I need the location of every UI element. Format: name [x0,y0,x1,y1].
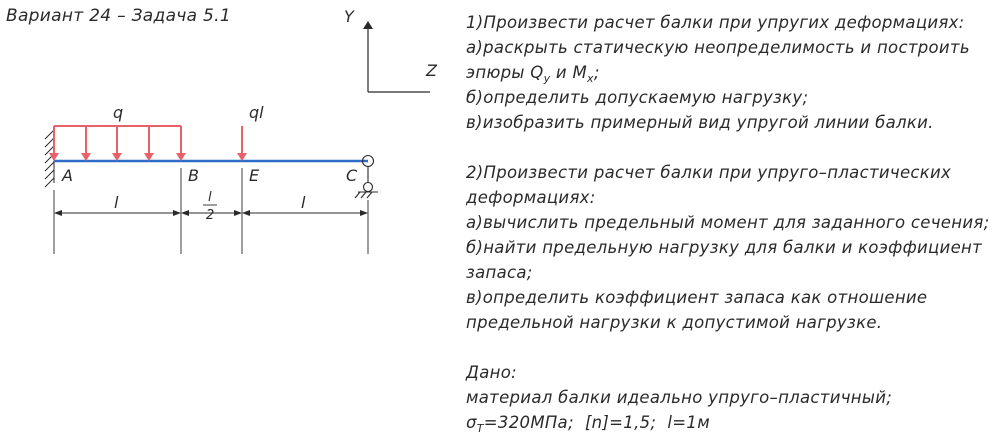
task2-item-b-line2: запаса; [466,263,533,282]
point-load-label: ql [249,103,264,122]
q-subscript: y [543,72,551,85]
safety-factor: [n]=1,5; [584,413,657,432]
task2-item-c-line2: предельной нагрузки к допустимой нагрузке. [466,313,883,332]
dimension-be-numerator: l [208,190,212,205]
dimension-ab-label: l [114,193,119,212]
task1-item-a-line2 [466,60,996,85]
given-label: Дано: [466,363,517,382]
point-a-label: A [62,166,73,185]
length-value: l=1м [667,413,710,432]
epure-prefix: эпюры Q [466,63,544,82]
task1-heading: 1)Произвести расчет балки при упругих деформациях: [466,13,965,32]
point-e-label: E [249,166,260,185]
given-values [466,410,996,435]
epure-mid: и M [550,63,588,82]
distributed-load-label: q [113,103,124,122]
task-text [466,10,996,435]
y-axis-label: Y [344,7,354,26]
sigma-subscript: Т [476,422,484,435]
task2-heading-line2: деформациях: [466,188,596,207]
sigma-symbol: σ [466,413,477,432]
dimension-be-denominator: 2 [206,208,215,223]
beam-diagram [0,0,440,270]
task2-item-b-line1: б)найти предельную нагрузку для балки и коэффициент [466,238,983,257]
given-material: материал балки идеально упруго–пластичный; [466,388,893,407]
z-axis-label: Z [426,61,437,80]
task2-item-c-line1: в)определить коэффициент запаса как отношение [466,288,928,307]
epure-suffix: ; [593,63,600,82]
sigma-value: =320МПа; [483,413,574,432]
m-subscript: x [587,72,594,85]
dimension-ec-label: l [301,193,306,212]
point-c-label: C [346,166,358,185]
axes [344,7,438,92]
task2-item-a: а)вычислить предельный момент для заданного сечения; [466,213,990,232]
distributed-load [54,126,181,160]
task2-heading-line1: 2)Произвести расчет балки при упруго–пластических [466,163,952,182]
variant-title: Вариант 24 – Задача 5.1 [6,6,231,26]
task1-item-a-line1: а)раскрыть статическую неопределимость и построить [466,38,970,57]
fixed-support-icon [45,126,54,187]
task1-item-b: б)определить допускаемую нагрузку; [466,88,809,107]
task1-item-c: в)изобразить примерный вид упругой линии балки. [466,113,934,132]
point-b-label: B [188,166,199,185]
